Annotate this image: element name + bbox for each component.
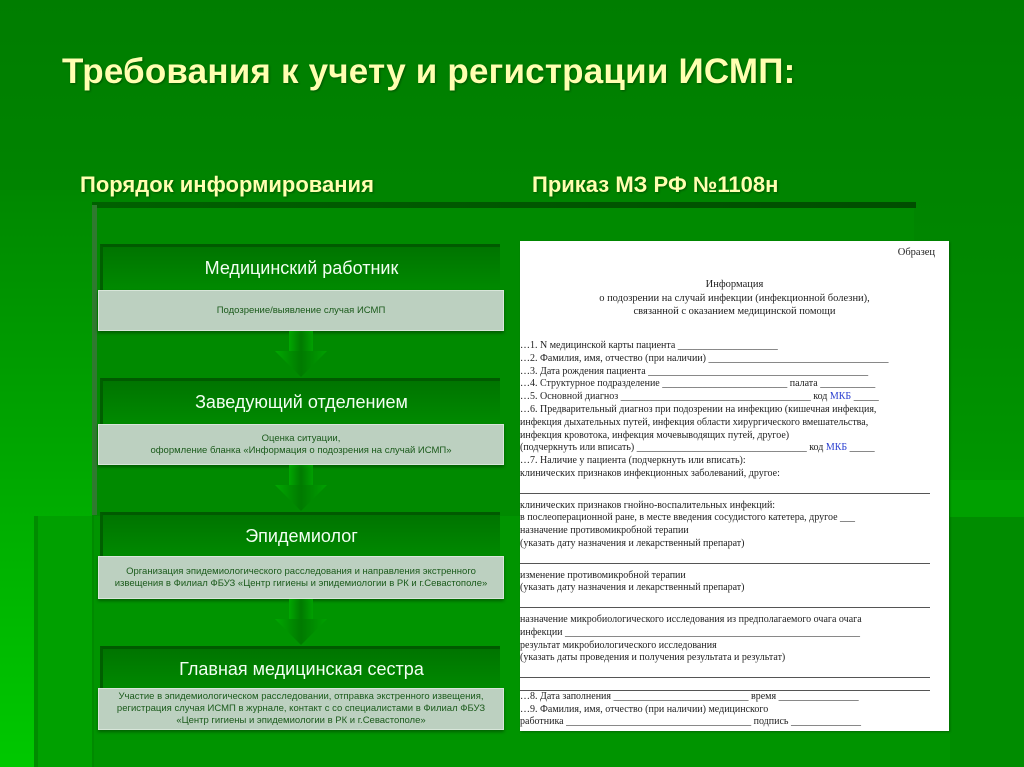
form-fields <box>520 340 940 729</box>
form-field-4: …4. Структурное подразделение _________________________ палата ___________ <box>520 378 876 390</box>
form-field-8: …8. Дата заполнения ___________________________ время ________________ <box>520 690 859 702</box>
panel-top-shadow <box>92 202 916 208</box>
mkb-link: МКБ <box>825 442 848 454</box>
step-role-label: Заведующий отделением <box>195 392 408 412</box>
step-body-medical-worker <box>98 290 504 331</box>
form-field-6-line2: инфекция дыхательных путей, инфекция области хирургического вмешательства, <box>520 416 869 428</box>
form-field-6-line3: инфекция кровотока, инфекция мочевыводящих путей, другое) <box>520 429 790 441</box>
arrow-down-icon <box>271 331 331 379</box>
blank-underline <box>520 481 930 494</box>
background-block-right-upper <box>950 480 1024 517</box>
form-field-2: …2. Фамилия, имя, отчество (при наличии) ____________________________________ <box>520 352 889 364</box>
step-role-label: Главная медицинская сестра <box>179 659 424 679</box>
step-header-department-head <box>100 378 500 424</box>
form-title-line1: Информация <box>705 279 764 290</box>
background-block-lower-left <box>34 516 94 767</box>
form-field-7-line6: (указать дату назначения и лекарственный препарат) <box>520 537 745 549</box>
form-field-6-line4 <box>520 442 940 455</box>
step-body-epidemiologist <box>98 556 504 599</box>
step-role-label: Медицинский работник <box>204 258 399 278</box>
subtitle-notification-procedure: Порядок информирования <box>80 172 374 197</box>
step-role-label: Эпидемиолог <box>245 526 358 546</box>
slide-title: Требования к учету и регистрации ИСМП: <box>62 52 796 91</box>
form-field-9-line1: …9. Фамилия, имя, отчество (при наличии) медицинского <box>520 703 769 715</box>
form-field-7-line7: изменение противомикробной терапии <box>520 569 686 581</box>
form-field-7-line1: …7. Наличие у пациента (подчеркнуть или вписать): <box>520 455 746 467</box>
step-body-head-nurse <box>98 688 504 730</box>
form-field-9-line2: работника _____________________________________ подпись ______________ <box>520 716 861 728</box>
step-action-text: Участие в эпидемиологическом расследовании, отправка экстренного извещения, регистрация случая ИСМП в журнале, контакт с со специалистами в Филиал ФБУЗ «Центр гигиены и эпидемиологии в РК и г.Севастополе» <box>116 691 486 726</box>
form-field-7-line2: клинических признаков инфекционных заболеваний, другое: <box>520 467 780 479</box>
subtitle-order-reference: Приказ МЗ РФ №1108н <box>532 172 779 197</box>
step-body-department-head <box>98 424 504 465</box>
form-field-3: …3. Дата рождения пациента ____________________________________________ <box>520 365 869 377</box>
form-title <box>520 278 949 319</box>
form-field-5-blank: _____ <box>851 391 879 403</box>
form-field-1: …1. N медицинской карты пациента ____________________ <box>520 340 778 351</box>
form-title-line2: о подозрении на случай инфекции (инфекционной болезни), <box>599 292 870 304</box>
blank-underline <box>520 665 930 678</box>
infection-report-form-sample <box>520 241 949 731</box>
step-header-epidemiologist <box>100 512 500 558</box>
step-action-text: Организация эпидемиологического расследования и направления экстренного извещения в Филиал ФБУЗ «Центр гигиены и эпидемиологии в РК и г.Севастополе» <box>114 565 488 589</box>
form-field-5-text: …5. Основной диагноз ______________________________________ код <box>520 391 830 403</box>
step-action-text: Подозрение/выявление случая ИСМП <box>216 304 386 316</box>
arrow-down-icon <box>271 599 331 647</box>
form-field-7-line3: клинических признаков гнойно-воспалительных инфекций: <box>520 499 776 511</box>
form-field-7-line11: результат микробиологического исследования <box>520 639 717 651</box>
blank-underline <box>520 551 930 564</box>
mkb-link: МКБ <box>829 391 852 403</box>
step-action-text-line2: оформление бланка «Информация о подозрения на случай ИСМП» <box>150 444 452 456</box>
blank-underline <box>520 595 930 608</box>
form-field-5 <box>520 391 940 404</box>
form-field-7-line10: инфекции ___________________________________________________________ <box>520 626 861 638</box>
blank-underline <box>520 678 930 691</box>
form-field-6-blank: _____ <box>847 442 875 454</box>
sample-label: Образец <box>897 247 935 258</box>
form-field-7-line9: назначение микробиологического исследования из предполагаемого очага очага <box>520 613 862 625</box>
form-title-line3: связанной с оказанием медицинской помощи <box>633 306 836 317</box>
form-field-7-line12: (указать даты проведения и получения результата и результат) <box>520 652 786 664</box>
background-block-right-lower <box>950 517 1024 767</box>
panel-left-edge <box>92 205 97 515</box>
form-field-6-line1: …6. Предварительный диагноз при подозрении на инфекцию (кишечная инфекция, <box>520 403 877 415</box>
form-field-7-line4: в послеоперационной ране, в месте введения сосудистого катетера, другое ___ <box>520 512 856 524</box>
step-header-medical-worker <box>100 244 500 290</box>
arrow-down-icon <box>271 465 331 513</box>
step-action-text-line1: Оценка ситуации, <box>261 432 341 444</box>
step-header-head-nurse <box>100 646 500 690</box>
form-field-7-line5: назначение противомикробной терапии <box>520 525 689 537</box>
form-field-6-text: (подчеркнуть или вписать) __________________________________ код <box>520 442 826 454</box>
form-field-7-line8: (указать дату назначения и лекарственный препарат) <box>520 582 745 594</box>
